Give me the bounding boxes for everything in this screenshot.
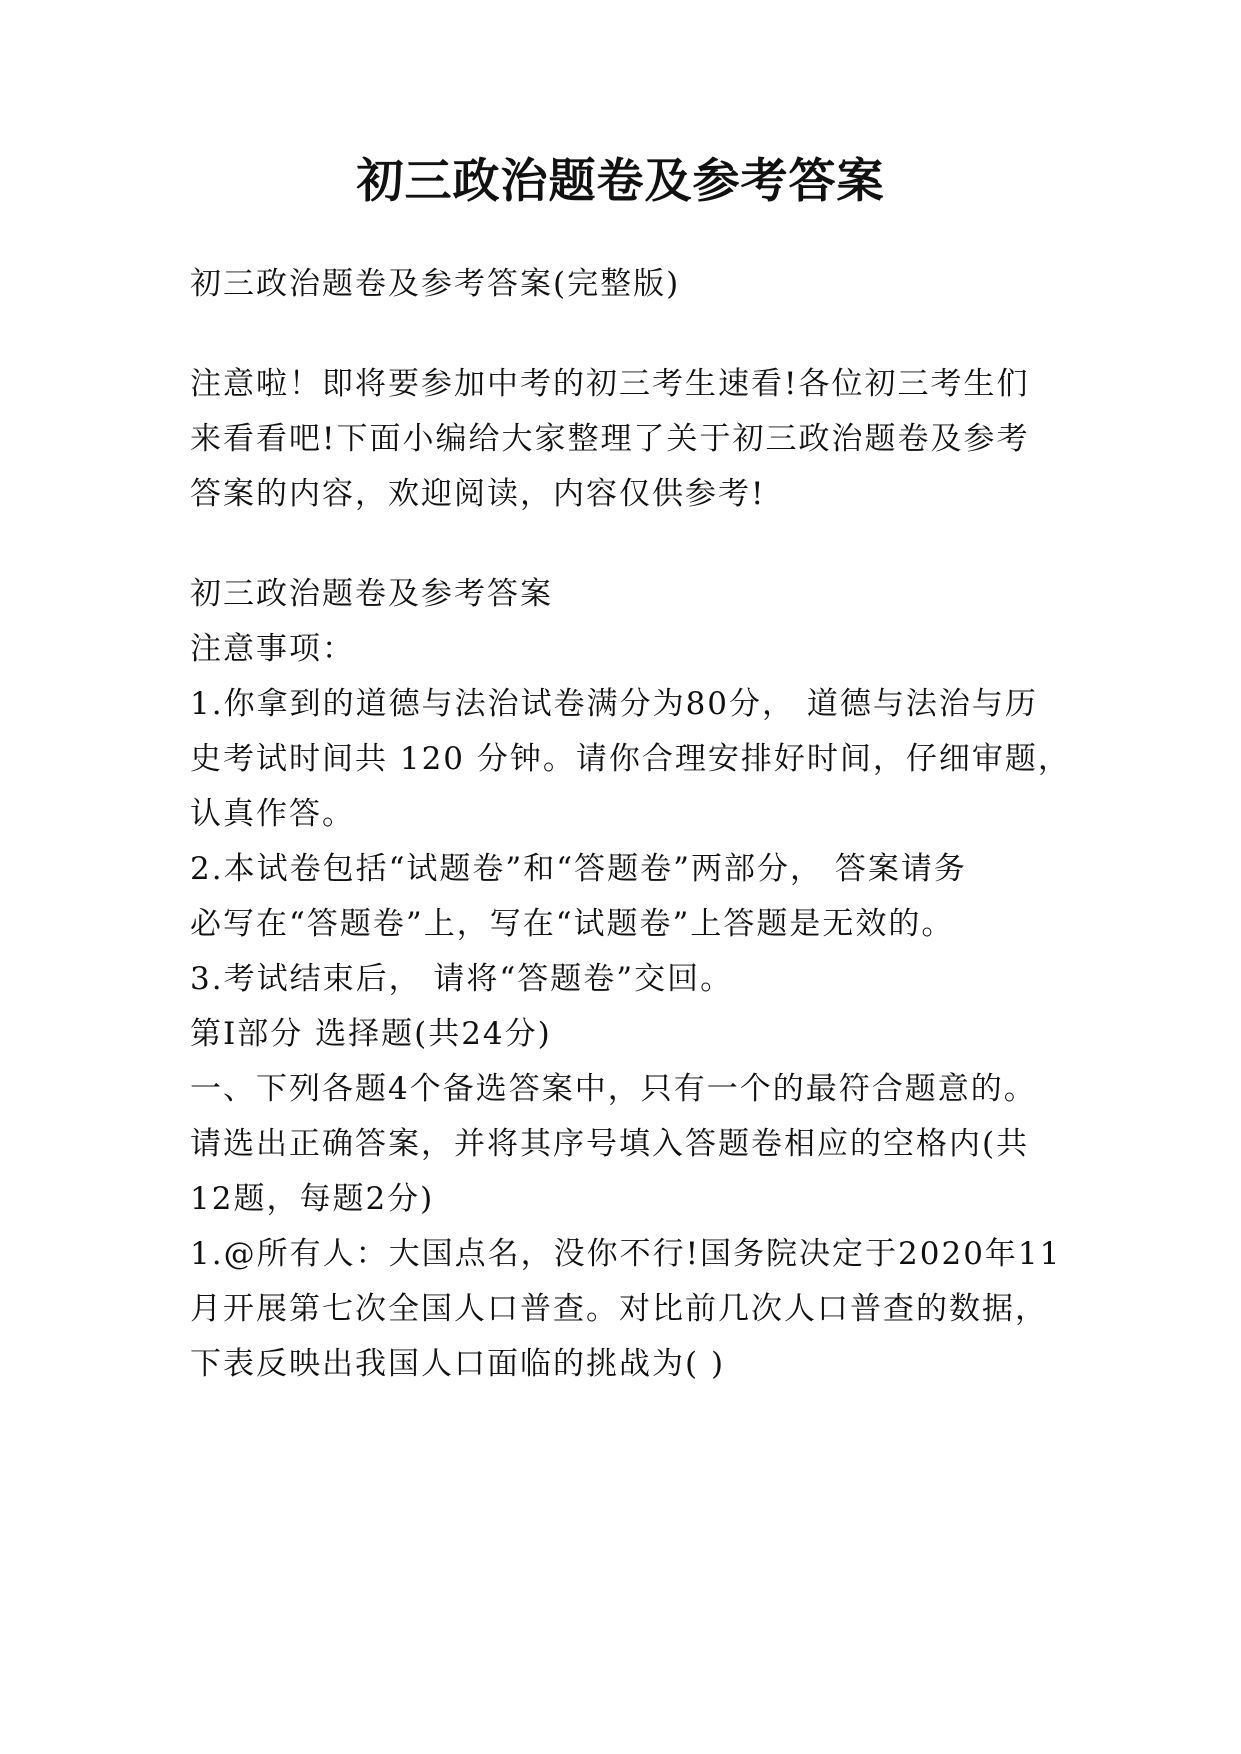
intro-line-3: 答案的内容，欢迎阅读，内容仅供参考! — [190, 476, 766, 512]
instruction-line-2: 请选出正确答案，并将其序号填入答题卷相应的空格内(共 — [190, 1126, 1030, 1162]
document-title: 初三政治题卷及参考答案 — [356, 154, 885, 209]
intro-line-1: 注意啦！即将要参加中考的初三考生速看!各位初三考生们 — [190, 366, 1030, 402]
notes-heading: 注意事项： — [190, 631, 355, 667]
section-heading: 初三政治题卷及参考答案 — [190, 576, 553, 612]
note-1-line-3: 认真作答。 — [190, 796, 355, 832]
intro-line-2: 来看看吧!下面小编给大家整理了关于初三政治题卷及参考 — [190, 421, 1030, 457]
subtitle-line: 初三政治题卷及参考答案(完整版) — [190, 266, 681, 302]
instruction-line-3: 12题，每题2分) — [190, 1181, 435, 1217]
question-1-line-1: 1.@所有人：大国点名，没你不行!国务院决定于2020年11 — [190, 1236, 1062, 1272]
instruction-line-1: 一、下列各题4个备选答案中，只有一个的最符合题意的。 — [190, 1071, 1037, 1107]
note-1-line-2: 史考试时间共 120 分钟。请你合理安排好时间，仔细审题， — [190, 741, 1071, 777]
note-3-line: 3.考试结束后， 请将“答题卷”交回。 — [190, 961, 734, 997]
note-2-line-2: 必写在“答题卷”上，写在“试题卷”上答题是无效的。 — [190, 906, 955, 942]
question-1-line-2: 月开展第七次全国人口普查。对比前几次人口普查的数据， — [190, 1291, 1048, 1327]
note-1-line-1: 1.你拿到的道德与法治试卷满分为80分， 道德与法治与历 — [190, 686, 1038, 722]
note-2-line-1: 2.本试卷包括“试题卷”和“答题卷”两部分， 答案请务 — [190, 851, 967, 887]
question-1-line-3: 下表反映出我国人口面临的挑战为( ) — [190, 1346, 726, 1382]
part-heading: 第Ⅰ部分 选择题(共24分) — [190, 1016, 552, 1052]
